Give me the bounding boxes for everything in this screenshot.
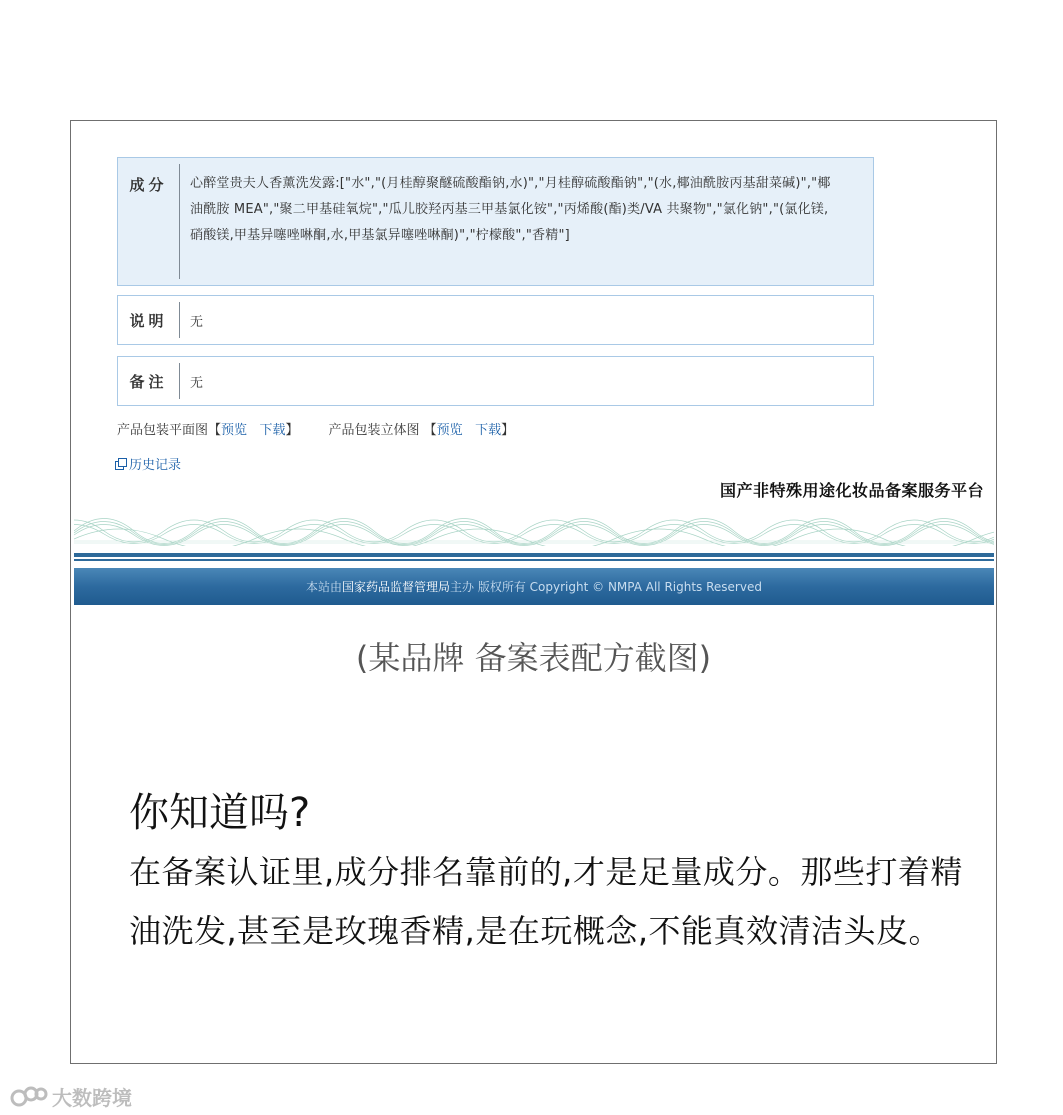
footer-agency: 国家药品监督管理局 [342, 580, 451, 594]
3d-image-label: 产品包装立体图 [328, 423, 420, 438]
package-image-links [117, 419, 544, 438]
ingredients-label: 成分 [129, 176, 168, 194]
history-record[interactable] [115, 454, 181, 473]
banner-stripe [74, 559, 994, 561]
question-heading: 你知道吗? [129, 790, 311, 836]
3d-image-group [328, 419, 514, 438]
note-value: 无 [190, 314, 204, 330]
guilloche-banner [74, 501, 994, 546]
bracket-close: 】 [285, 423, 299, 438]
platform-title: 国产非特殊用途化妆品备案服务平台 [719, 481, 984, 500]
window-icon [115, 458, 126, 469]
flat-download-link[interactable]: 下载 [259, 423, 286, 438]
flat-preview-link[interactable]: 预览 [221, 423, 248, 438]
flat-image-group [117, 419, 298, 438]
footer-suffix: 主办 版权所有 Copyright © NMPA All Rights Reserved [450, 580, 762, 594]
brand-logo-icon [10, 1084, 48, 1110]
3d-download-link[interactable]: 下载 [475, 423, 502, 438]
remark-row [117, 356, 874, 406]
3d-preview-link[interactable]: 预览 [436, 423, 463, 438]
note-row [117, 295, 874, 345]
note-label: 说明 [129, 311, 168, 330]
explanation-text: 在备案认证里,成分排名靠前的,才是足量成分。那些打着精油洗发,甚至是玫瑰香精,是在玩概念,不能真效清洁头皮。 [129, 853, 963, 950]
watermark-text: 大数跨境 [52, 1086, 132, 1110]
footer-prefix: 本站由 [306, 580, 343, 594]
remark-value: 无 [190, 375, 204, 391]
watermark [10, 1082, 132, 1111]
remark-label: 备注 [129, 372, 168, 391]
ingredients-value: 心醉堂贵夫人香薰洗发露:["水","(月桂醇聚醚硫酸酯钠,水)","月桂醇硫酸酯钠","(水,椰油酰胺丙基甜菜碱)","椰油酰胺 MEA","聚二甲基硅氧烷","瓜儿胶羟丙基三甲基氯化铵","丙烯酸(酯)类/VA 共聚物","氯化钠","(氯化镁,硝酸镁,甲基异噻唑啉酮,水,甲基氯异噻唑啉酮)","柠檬酸","香精"] [190, 176, 831, 243]
flat-image-label: 产品包装平面图 [117, 423, 209, 438]
site-footer [74, 568, 994, 605]
screenshot-frame [70, 120, 997, 1064]
bracket-open: 【 [208, 423, 222, 438]
history-link[interactable]: 历史记录 [129, 458, 182, 473]
screenshot-caption: (某品牌 备案表配方截图) [355, 639, 712, 677]
bracket-close: 】 [501, 423, 515, 438]
bracket-open: 【 [423, 423, 437, 438]
banner-stripe [74, 553, 994, 557]
ingredients-row [117, 157, 874, 286]
